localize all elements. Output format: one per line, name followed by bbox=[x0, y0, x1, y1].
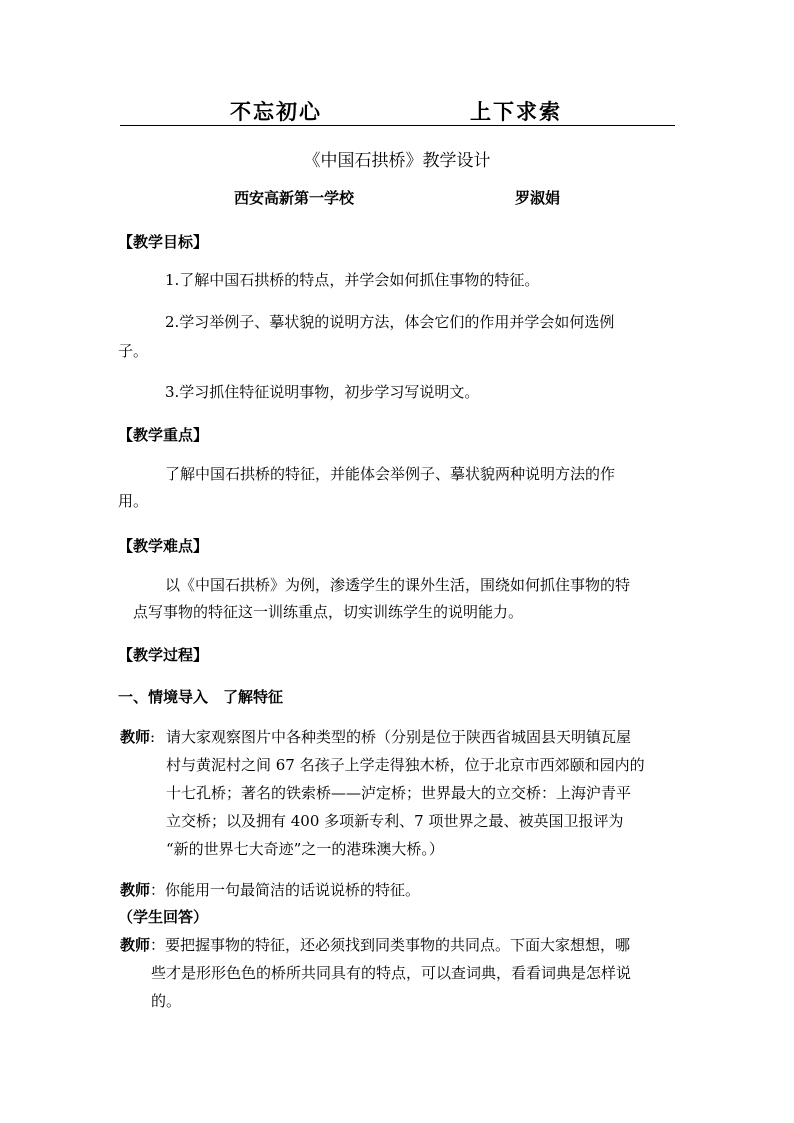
section-heading-difficulties: 【教学难点】 bbox=[118, 537, 209, 555]
author-name: 罗淑娟 bbox=[515, 189, 561, 207]
section-heading-process: 【教学过程】 bbox=[118, 646, 209, 664]
speaker-colon: ： bbox=[150, 936, 166, 954]
goal-item-continuation: 子。 bbox=[118, 342, 149, 360]
speaker-label: 教师 bbox=[120, 936, 151, 954]
process-subheading: 一、情境导入 了解特征 bbox=[118, 688, 284, 706]
key-points-line: 了解中国石拱桥的特征，并能体会举例子、摹状貌两种说明方法的作 bbox=[165, 465, 616, 483]
goal-item: 2.学习举例子、摹状貌的说明方法，体会它们的作用并学会如何选例 bbox=[165, 313, 615, 331]
speaker-label: 教师 bbox=[120, 881, 151, 899]
teacher-text-line: 的。 bbox=[151, 992, 182, 1010]
teacher-text-line: 请大家观察图片中各种类型的桥（分别是位于陕西省城固县天明镇瓦屋 bbox=[166, 728, 632, 746]
teacher-text-line: 立交桥；以及拥有 400 多项新专利、7 项世界之最、被英国卫报评为 bbox=[166, 812, 624, 830]
section-heading-key-points: 【教学重点】 bbox=[118, 426, 209, 444]
teacher-turn-2 bbox=[120, 880, 420, 900]
goal-item: 1.了解中国石拱桥的特点，并学会如何抓住事物的特征。 bbox=[165, 271, 540, 289]
teacher-text-line: 村与黄泥村之间 67 名孩子上学走得独木桥，位于北京市西郊颐和园内的 bbox=[166, 756, 645, 774]
difficulties-line: 以《中国石拱桥》为例，渗透学生的课外生活，围绕如何抓住事物的特 bbox=[165, 576, 631, 594]
goal-item: 3.学习抓住特征说明事物，初步学习写说明文。 bbox=[165, 383, 480, 401]
teacher-turn-1 bbox=[120, 727, 155, 747]
difficulties-line: 点写事物的特征这一训练重点，切实训练学生的说明能力。 bbox=[133, 603, 524, 621]
speaker-colon: : bbox=[150, 728, 156, 746]
teacher-text-line: 要把握事物的特征，还必须找到同类事物的共同点。下面大家想想，哪 bbox=[165, 936, 631, 954]
section-heading-goals: 【教学目标】 bbox=[118, 233, 209, 251]
teacher-text-line: 些才是形形色色的桥所共同具有的特点，可以查词典，看看词典是怎样说 bbox=[151, 964, 632, 982]
speaker-label: 教师 bbox=[120, 728, 151, 746]
header-motto-right: 上下求索 bbox=[470, 100, 562, 124]
document-title: 《中国石拱桥》教学设计 bbox=[303, 151, 491, 171]
teacher-text-line: 你能用一句最简洁的话说说桥的特征。 bbox=[165, 881, 421, 899]
key-points-line: 用。 bbox=[118, 492, 149, 510]
student-answer-note: （学生回答） bbox=[118, 908, 209, 926]
teacher-text-line: 十七孔桥；著名的铁索桥——泸定桥；世界最大的立交桥：上海沪青平 bbox=[166, 784, 632, 802]
speaker-colon: ： bbox=[150, 881, 166, 899]
header-rule bbox=[120, 125, 675, 126]
teacher-turn-3 bbox=[120, 935, 630, 955]
header-motto-left: 不忘初心 bbox=[230, 100, 322, 124]
school-name: 西安高新第一学校 bbox=[234, 189, 355, 207]
teacher-text-line: “新的世界七大奇迹”之一的港珠澳大桥。） bbox=[166, 840, 444, 858]
